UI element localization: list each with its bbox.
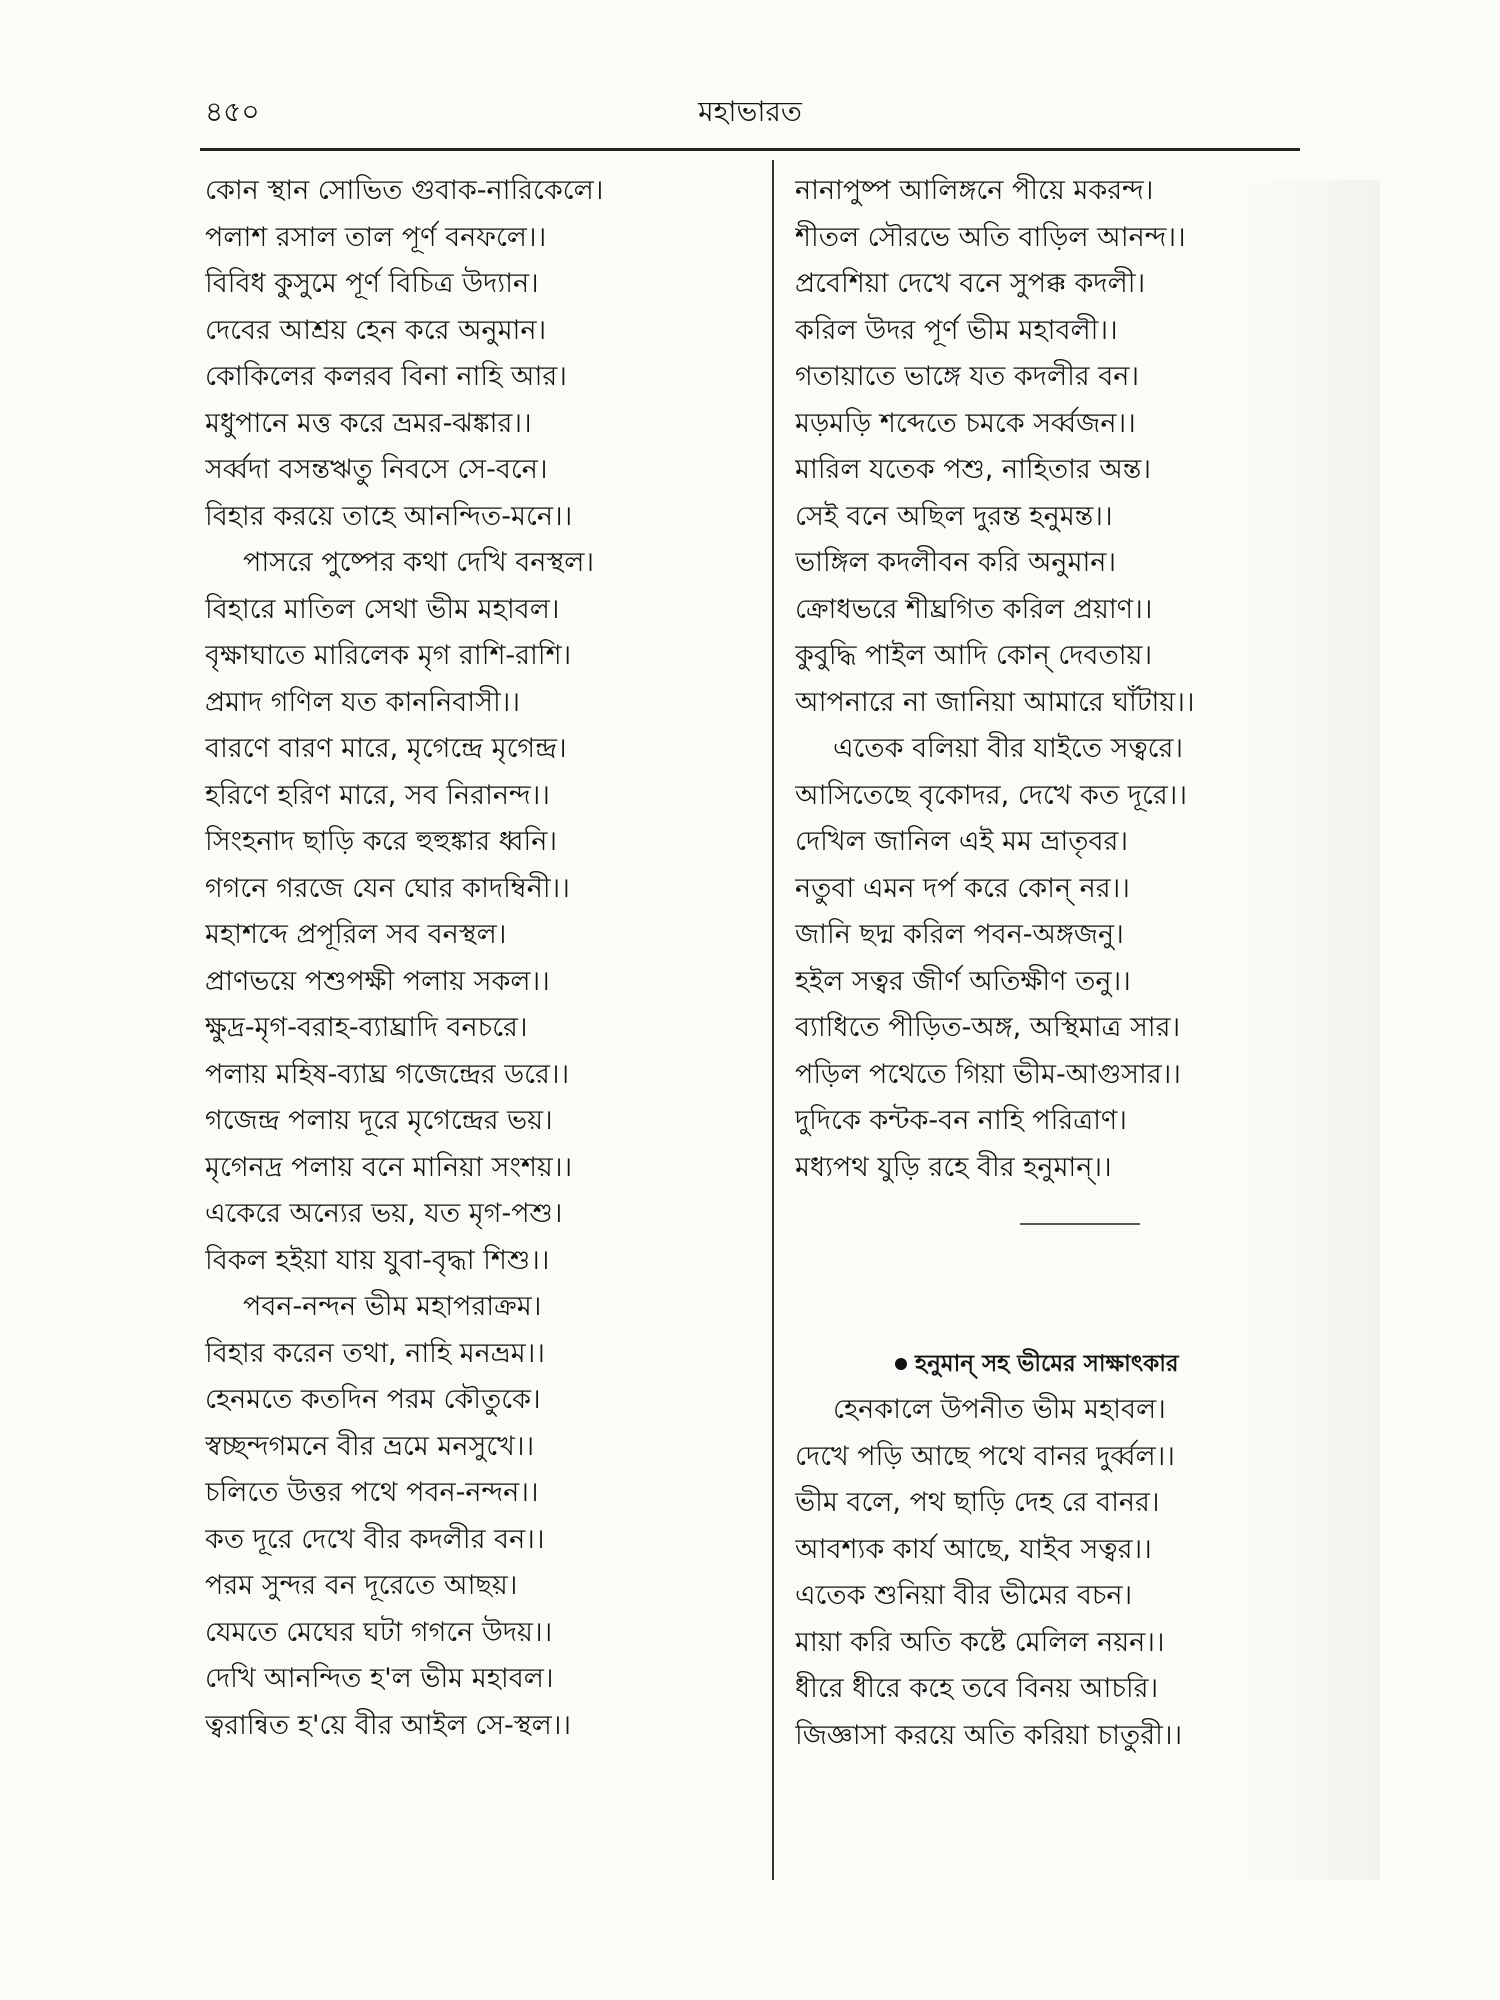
verse-line: করিল উদর পূর্ণ ভীম মহাবলী।। <box>795 314 1118 346</box>
verse-line: এতেক শুনিয়া বীর ভীমের বচন। <box>795 1580 1133 1611</box>
left-column <box>205 168 745 1749</box>
verse-line: কত দূরে দেখে বীর কদলীর বন।। <box>205 1523 545 1555</box>
verse-line: মারিল যতেক পশু, নাহিতার অন্ত। <box>795 454 1151 485</box>
verse-line: হইল সত্বর জীর্ণ অতিক্ষীণ তনু।। <box>795 965 1131 997</box>
running-head <box>205 92 1295 136</box>
verse-line: শীতল সৌরভে অতি বাড়িল আনন্দ।। <box>795 221 1186 253</box>
verse-line: বিকল হইয়া যায় যুবা-বৃদ্ধা শিশু।। <box>205 1244 550 1276</box>
verse-line: বিহার করয়ে তাহে আনন্দিত-মনে।। <box>205 500 573 532</box>
verse-line: ভীম বলে, পথ ছাড়ি দেহ রে বানর। <box>795 1487 1160 1518</box>
verse-line: প্রমাদ গণিল যত কাননিবাসী।। <box>205 686 520 718</box>
verse-line: স্বচ্ছন্দগমনে বীর ভ্রমে মনসুখে।। <box>205 1430 535 1462</box>
verse-line: হরিণে হরিণ মারে, সব নিরানন্দ।। <box>205 779 550 811</box>
verse-line: দেখিল জানিল এই মম ভ্রাতৃবর। <box>795 826 1129 857</box>
verse-line: চলিতে উত্তর পথে পবন-নন্দন।। <box>205 1477 539 1508</box>
verse-line: ক্রোধভরে শীঘ্রগিত করিল প্রয়াণ।। <box>795 593 1153 625</box>
verse-line: এতেক বলিয়া বীর যাইতে সত্বরে। <box>833 733 1184 764</box>
verse-line: পলায় মহিষ-ব্যাঘ্র গজেন্দ্রের ডরে।। <box>205 1058 570 1090</box>
verse-line: নতুবা এমন দর্প করে কোন্ নর।। <box>795 872 1130 904</box>
page-number: ৪৫০ <box>205 95 260 128</box>
verse-line: জিজ্ঞাসা করয়ে অতি করিয়া চাতুরী।। <box>795 1719 1183 1751</box>
section-heading <box>795 1341 1315 1387</box>
verse-line: পাসরে পুষ্পের কথা দেখি বনস্থল। <box>243 547 595 578</box>
verse-line: মৃগেনদ্র পলায় বনে মানিয়া সংশয়।। <box>205 1151 573 1183</box>
verse-line: মধ্যপথ যুড়ি রহে বীর হনুমান্।। <box>795 1151 1112 1183</box>
verse-line: পরম সুন্দর বন দূরেতে আছয়। <box>205 1570 518 1601</box>
verse-line: আবশ্যক কার্য আছে, যাইব সত্বর।। <box>795 1533 1152 1565</box>
verse-line: ভাঙ্গিল কদলীবন করি অনুমান। <box>795 547 1117 578</box>
verse-line: নানাপুষ্প আলিঙ্গনে পীয়ে মকরন্দ। <box>795 175 1154 206</box>
verse-line: বৃক্ষাঘাতে মারিলেক মৃগ রাশি-রাশি। <box>205 640 572 671</box>
verse-line: গতায়াতে ভাঙ্গে যত কদলীর বন। <box>795 361 1140 392</box>
verse-line: সিংহনাদ ছাড়ি করে হুহুঙ্কার ধ্বনি। <box>205 826 558 857</box>
verse-line: হেনমতে কতদিন পরম কৌতুকে। <box>205 1384 541 1415</box>
section-heading-text: হনুমান্ সহ ভীমের সাক্ষাৎকার <box>915 1351 1179 1377</box>
ornament-rule <box>1020 1223 1140 1225</box>
verse-line: ধীরে ধীরে কহে তবে বিনয় আচরি। <box>795 1673 1159 1704</box>
verse-line: সর্ব্বদা বসন্তঋতু নিবসে সে-বনে। <box>205 454 548 485</box>
verse-line: ক্ষুদ্র-মৃগ-বরাহ-ব্যাঘ্রাদি বনচরে। <box>205 1012 528 1043</box>
verse-line: পবন-নন্দন ভীম মহাপরাক্রম। <box>243 1291 542 1322</box>
verse-line: জানি ছদ্ম করিল পবন-অঙ্গজনু। <box>795 919 1124 950</box>
verse-line: ত্বরান্বিত হ'য়ে বীর আইল সে-স্থল।। <box>205 1709 572 1741</box>
verse-line: হেনকালে উপনীত ভীম মহাবল। <box>833 1394 1166 1425</box>
book-title: মহাভারত <box>698 95 802 128</box>
verse-line: গগনে গরজে যেন ঘোর কাদম্বিনী।। <box>205 872 570 904</box>
verse-line: দুদিকে কন্টক-বন নাহি পরিত্রাণ। <box>795 1105 1127 1136</box>
verse-line: বিবিধ কুসুমে পূর্ণ বিচিত্র উদ্যান। <box>205 268 539 299</box>
right-column <box>795 168 1315 1759</box>
verse-line: মধুপানে মত্ত করে ভ্রমর-ঝঙ্কার।। <box>205 407 532 439</box>
verse-line: প্রবেশিয়া দেখে বনে সুপক্ক কদলী। <box>795 268 1146 299</box>
verse-line: ব্যাধিতে পীড়িত-অঙ্গ, অস্থিমাত্র সার। <box>795 1012 1181 1043</box>
verse-line: কোকিলের কলরব বিনা নাহি আর। <box>205 361 567 392</box>
verse-line: বারণে বারণ মারে, মৃগেন্দ্রে মৃগেন্দ্র। <box>205 733 567 764</box>
verse-line: পড়িল পথেতে গিয়া ভীম-আগুসার।। <box>795 1058 1181 1090</box>
verse-line: একেরে অন্যের ভয়, যত মৃগ-পশু। <box>205 1198 563 1229</box>
verse-line: আপনারে না জানিয়া আমারে ঘাঁটায়।। <box>795 686 1195 718</box>
verse-line: কুবুদ্ধি পাইল আদি কোন্ দেবতায়। <box>795 640 1153 671</box>
verse-line: সেই বনে অছিল দুরন্ত হনুমন্ত।। <box>795 500 1113 532</box>
verse-line: যেমতে মেঘের ঘটা গগনে উদয়।। <box>205 1616 553 1648</box>
verse-line: পলাশ রসাল তাল পূর্ণ বনফলে।। <box>205 221 547 253</box>
verse-line: কোন স্থান সোভিত গুবাক-নারিকেলে। <box>205 175 604 206</box>
verse-line: দেখে পড়ি আছে পথে বানর দুর্ব্বল।। <box>795 1440 1175 1472</box>
column-divider <box>772 160 774 1880</box>
verse-line: প্রাণভয়ে পশুপক্ষী পলায় সকল।। <box>205 965 550 997</box>
verse-line: বিহার করেন তথা, নাহি মনভ্রম।। <box>205 1337 545 1369</box>
verse-line: বিহারে মাতিল সেথা ভীম মহাবল। <box>205 593 560 625</box>
bullet-icon <box>895 1358 907 1370</box>
section-spacer <box>795 1261 1315 1301</box>
header-rule <box>200 148 1300 151</box>
verse-line: দেবের আশ্রয় হেন করে অনুমান। <box>205 314 547 346</box>
section-spacer <box>795 1301 1315 1341</box>
verse-line: আসিতেছে বৃকোদর, দেখে কত দূরে।। <box>795 779 1187 811</box>
verse-line: মায়া করি অতি কষ্টে মেলিল নয়ন।। <box>795 1626 1165 1658</box>
verse-line: মড়মড়ি শব্দেতে চমকে সর্ব্বজন।। <box>795 407 1136 439</box>
verse-line: দেখি আনন্দিত হ'ল ভীম মহাবল। <box>205 1663 554 1694</box>
section-ornament <box>795 1191 1315 1261</box>
verse-line: মহাশব্দে প্রপূরিল সব বনস্থল। <box>205 919 507 950</box>
verse-line: গজেন্দ্র পলায় দূরে মৃগেন্দ্রের ভয়। <box>205 1105 553 1136</box>
